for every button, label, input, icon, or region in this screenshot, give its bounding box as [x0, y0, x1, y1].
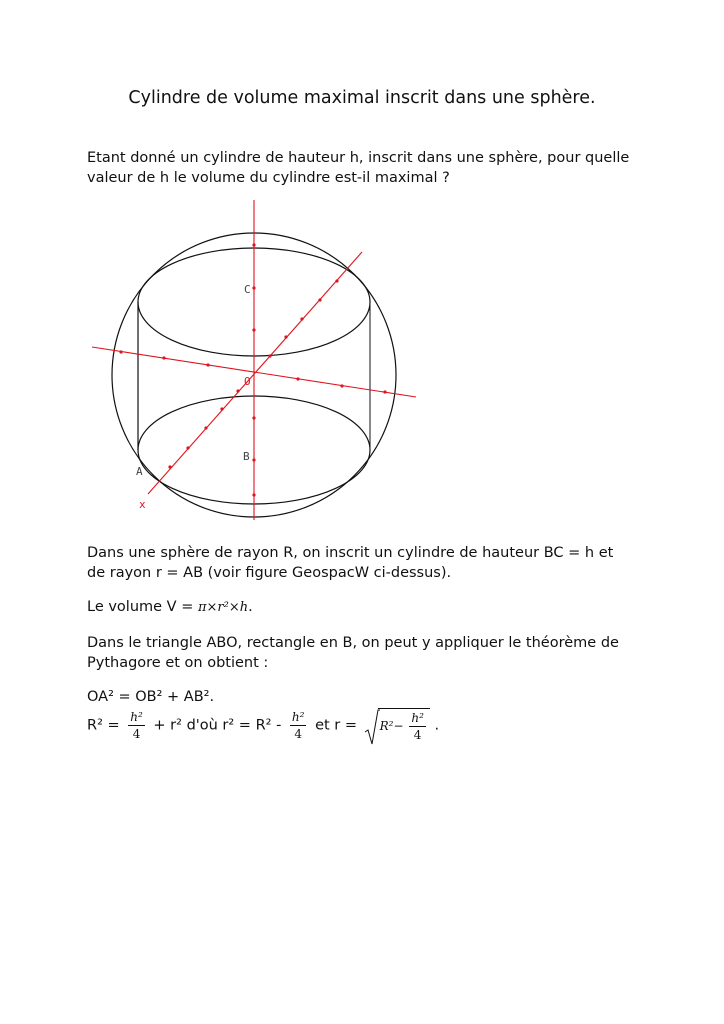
fraction-denominator: 4 — [132, 727, 141, 741]
label-c: C — [244, 283, 251, 296]
label-x: x — [139, 498, 146, 511]
page-title: Cylindre de volume maximal inscrit dans une sphère. — [128, 88, 596, 108]
para1-line-1: Dans une sphère de rayon R, on inscrit un cylindre de hauteur BC = h et — [87, 545, 614, 561]
eq-r2-prefix: R² = — [87, 717, 120, 734]
eq-end: . — [434, 717, 440, 734]
axis-ticks — [119, 243, 386, 496]
fraction-numerator-3: h² — [411, 711, 424, 725]
fraction-numerator: h² — [130, 710, 143, 724]
cylinder-sphere-figure — [80, 195, 430, 525]
sqrt-r2: R²− — [379, 719, 404, 733]
intro-line-1: Etant donné un cylindre de hauteur h, inscrit dans une sphère, pour quelle — [87, 150, 630, 166]
volume-prefix: Le volume V = — [87, 599, 198, 615]
volume-suffix: . — [248, 599, 253, 615]
volume-formula: π×r²×h — [197, 600, 249, 615]
label-b: B — [243, 450, 250, 463]
square-root-expression — [364, 708, 430, 743]
radical-sign-icon — [364, 708, 380, 746]
para2-line-2: Pythagore et on obtient : — [87, 655, 269, 671]
label-a: A — [136, 465, 143, 478]
fraction-h2-over-4-second — [290, 710, 307, 741]
fraction-numerator-2: h² — [291, 710, 305, 724]
volume-line — [87, 597, 253, 618]
fraction-denominator-3: 4 — [413, 728, 422, 742]
fraction-h2-over-4-inner — [409, 711, 426, 742]
para1-line-2: de rayon r = AB (voir figure GeospacW ci-dessus). — [87, 565, 452, 581]
fraction-denominator-2: 4 — [294, 727, 302, 741]
pythagore-equation: OA² = OB² + AB². — [87, 689, 215, 705]
label-o: O — [244, 375, 251, 388]
fraction-h2-over-4 — [128, 710, 145, 741]
intro-line-2: valeur de h le volume du cylindre est-il maximal ? — [87, 170, 450, 186]
eq-r-prefix: et r = — [315, 717, 357, 734]
para2-line-1: Dans le triangle ABO, rectangle en B, on peut y appliquer le théorème de — [87, 635, 619, 651]
radius-equation-line — [87, 708, 439, 743]
eq-middle: + r² d'où r² = R² - — [153, 717, 282, 734]
